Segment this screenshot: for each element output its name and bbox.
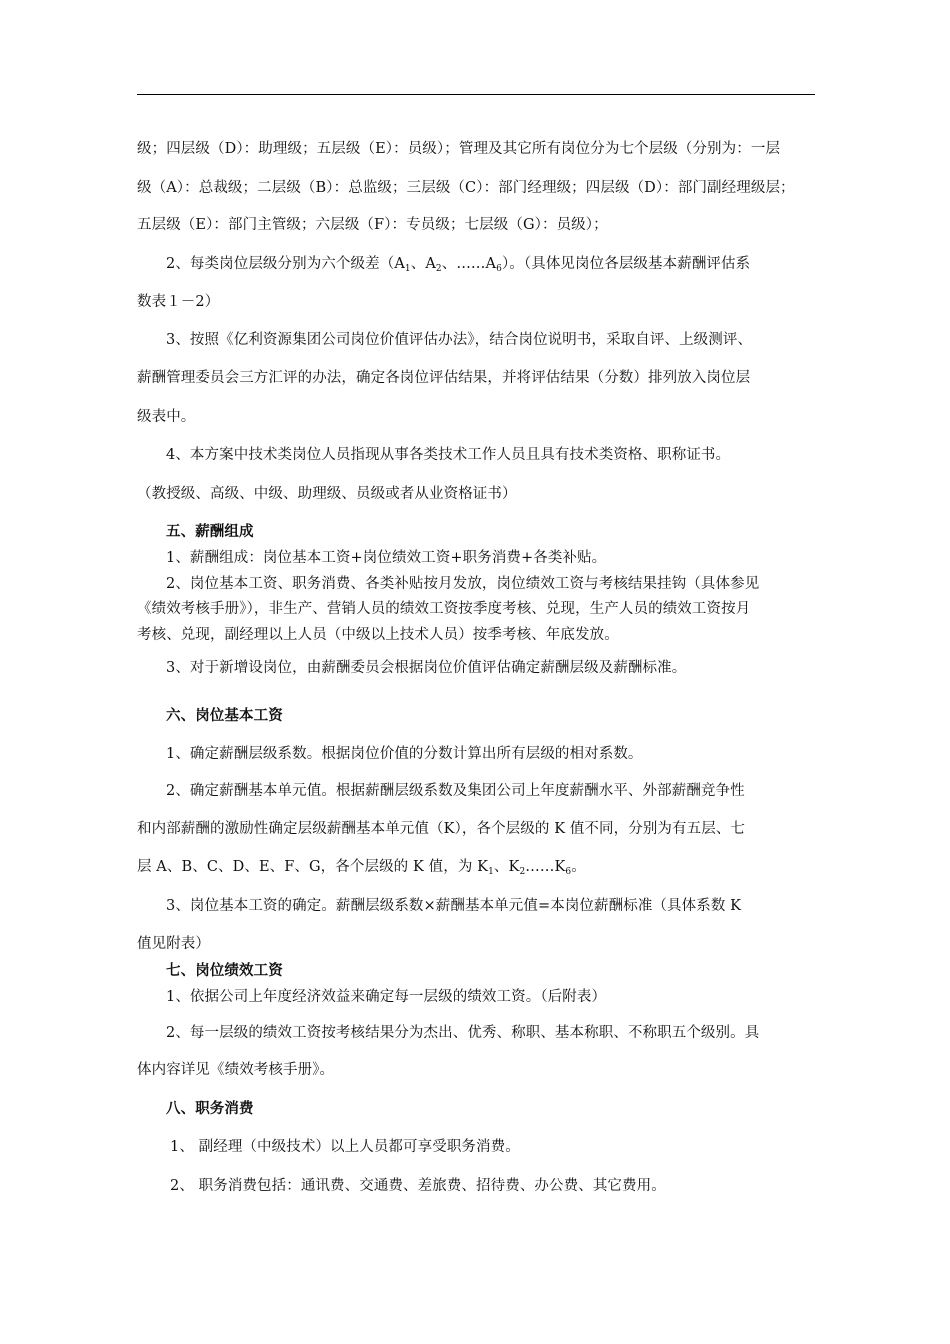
paragraph-line: 体内容详见《绩效考核手册》。 [137, 1062, 335, 1078]
paragraph-line: 2、每一层级的绩效工资按考核结果分为杰出、优秀、称职、基本称职、不称职五个级别。具 [166, 1025, 760, 1041]
paragraph-line: 4、本方案中技术类岗位人员指现从事各类技术工作人员且具有技术类资格、职称证书。 [166, 447, 731, 463]
paragraph-line: 2、确定薪酬基本单元值。根据薪酬层级系数及集团公司上年度薪酬水平、外部薪酬竞争性 [166, 783, 745, 799]
paragraph-line: 1、 副经理（中级技术）以上人员都可享受职务消费。 [170, 1139, 520, 1155]
paragraph-line: 五层级（E）：部门主管级；六层级（F）：专员级；七层级（G）：员级）； [137, 217, 608, 233]
paragraph-line: 薪酬管理委员会三方汇评的办法，确定各岗位评估结果，并将评估结果（分数）排列放入岗位层 [137, 370, 751, 386]
paragraph-line: 3、岗位基本工资的确定。薪酬层级系数×薪酬基本单元值=本岗位薪酬标准（具体系数 K [166, 898, 742, 914]
paragraph-line: 2、岗位基本工资、职务消费、各类补贴按月发放，岗位绩效工资与考核结果挂钩（具体参见 [166, 576, 760, 592]
paragraph-line: 层 A、B、C、D、E、F、G，各个层级的 K 值，为 $K_1$、$K_2\dots\dots K_6$。 [137, 859, 586, 877]
paragraph-line: 数表１－2） [137, 294, 220, 310]
paragraph-line: 3、对于新增设岗位，由薪酬委员会根据岗位价值评估确定薪酬层级及薪酬标准。 [166, 660, 687, 676]
section-heading: 六、岗位基本工资 [166, 707, 283, 724]
paragraph-line: 级；四层级（D）：助理级；五层级（E）：员级）；管理及其它所有岗位分为七个层级（分别为：一层 [137, 141, 781, 157]
section-heading: 五、薪酬组成 [166, 523, 254, 540]
paragraph-line: 级（A）：总裁级；二层级（B）：总监级；三层级（C）：部门经理级；四层级（D）：部门副经理级层； [137, 180, 795, 196]
section-heading: 七、岗位绩效工资 [166, 962, 283, 979]
paragraph-line: 1、依据公司上年度经济效益来确定每一层级的绩效工资。（后附表） [166, 989, 607, 1005]
paragraph-line: 《绩效考核手册》），非生产、营销人员的绩效工资按季度考核、兑现，生产人员的绩效工资按月 [137, 601, 751, 617]
paragraph-line: 2、每类岗位层级分别为六个级差（$A_1$、$A_2$、$\dots\dots A_6$）。（具体见岗位各层级基本薪酬评估系 [166, 256, 751, 274]
paragraph-line: 2、 职务消费包括：通讯费、交通费、差旅费、招待费、办公费、其它费用。 [170, 1178, 666, 1194]
paragraph-line: 3、按照《亿利资源集团公司岗位价值评估办法》，结合岗位说明书，采取自评、上级测评、 [166, 332, 753, 348]
header-rule [137, 94, 815, 95]
paragraph-line: （教授级、高级、中级、助理级、员级或者从业资格证书） [137, 486, 517, 502]
paragraph-line: 级表中。 [137, 409, 196, 425]
paragraph-line: 和内部薪酬的激励性确定层级薪酬基本单元值（K），各个层级的 K 值不同，分别为有五层、七 [137, 821, 746, 837]
paragraph-line: 1、确定薪酬层级系数。根据岗位价值的分数计算出所有层级的相对系数。 [166, 746, 643, 762]
paragraph-line: 考核、兑现，副经理以上人员（中级以上技术人员）按季考核、年底发放。 [137, 627, 619, 643]
paragraph-line: 1、薪酬组成：岗位基本工资+岗位绩效工资+职务消费+各类补贴。 [166, 550, 607, 566]
section-heading: 八、职务消费 [166, 1100, 254, 1117]
paragraph-line: 值见附表） [137, 936, 210, 952]
